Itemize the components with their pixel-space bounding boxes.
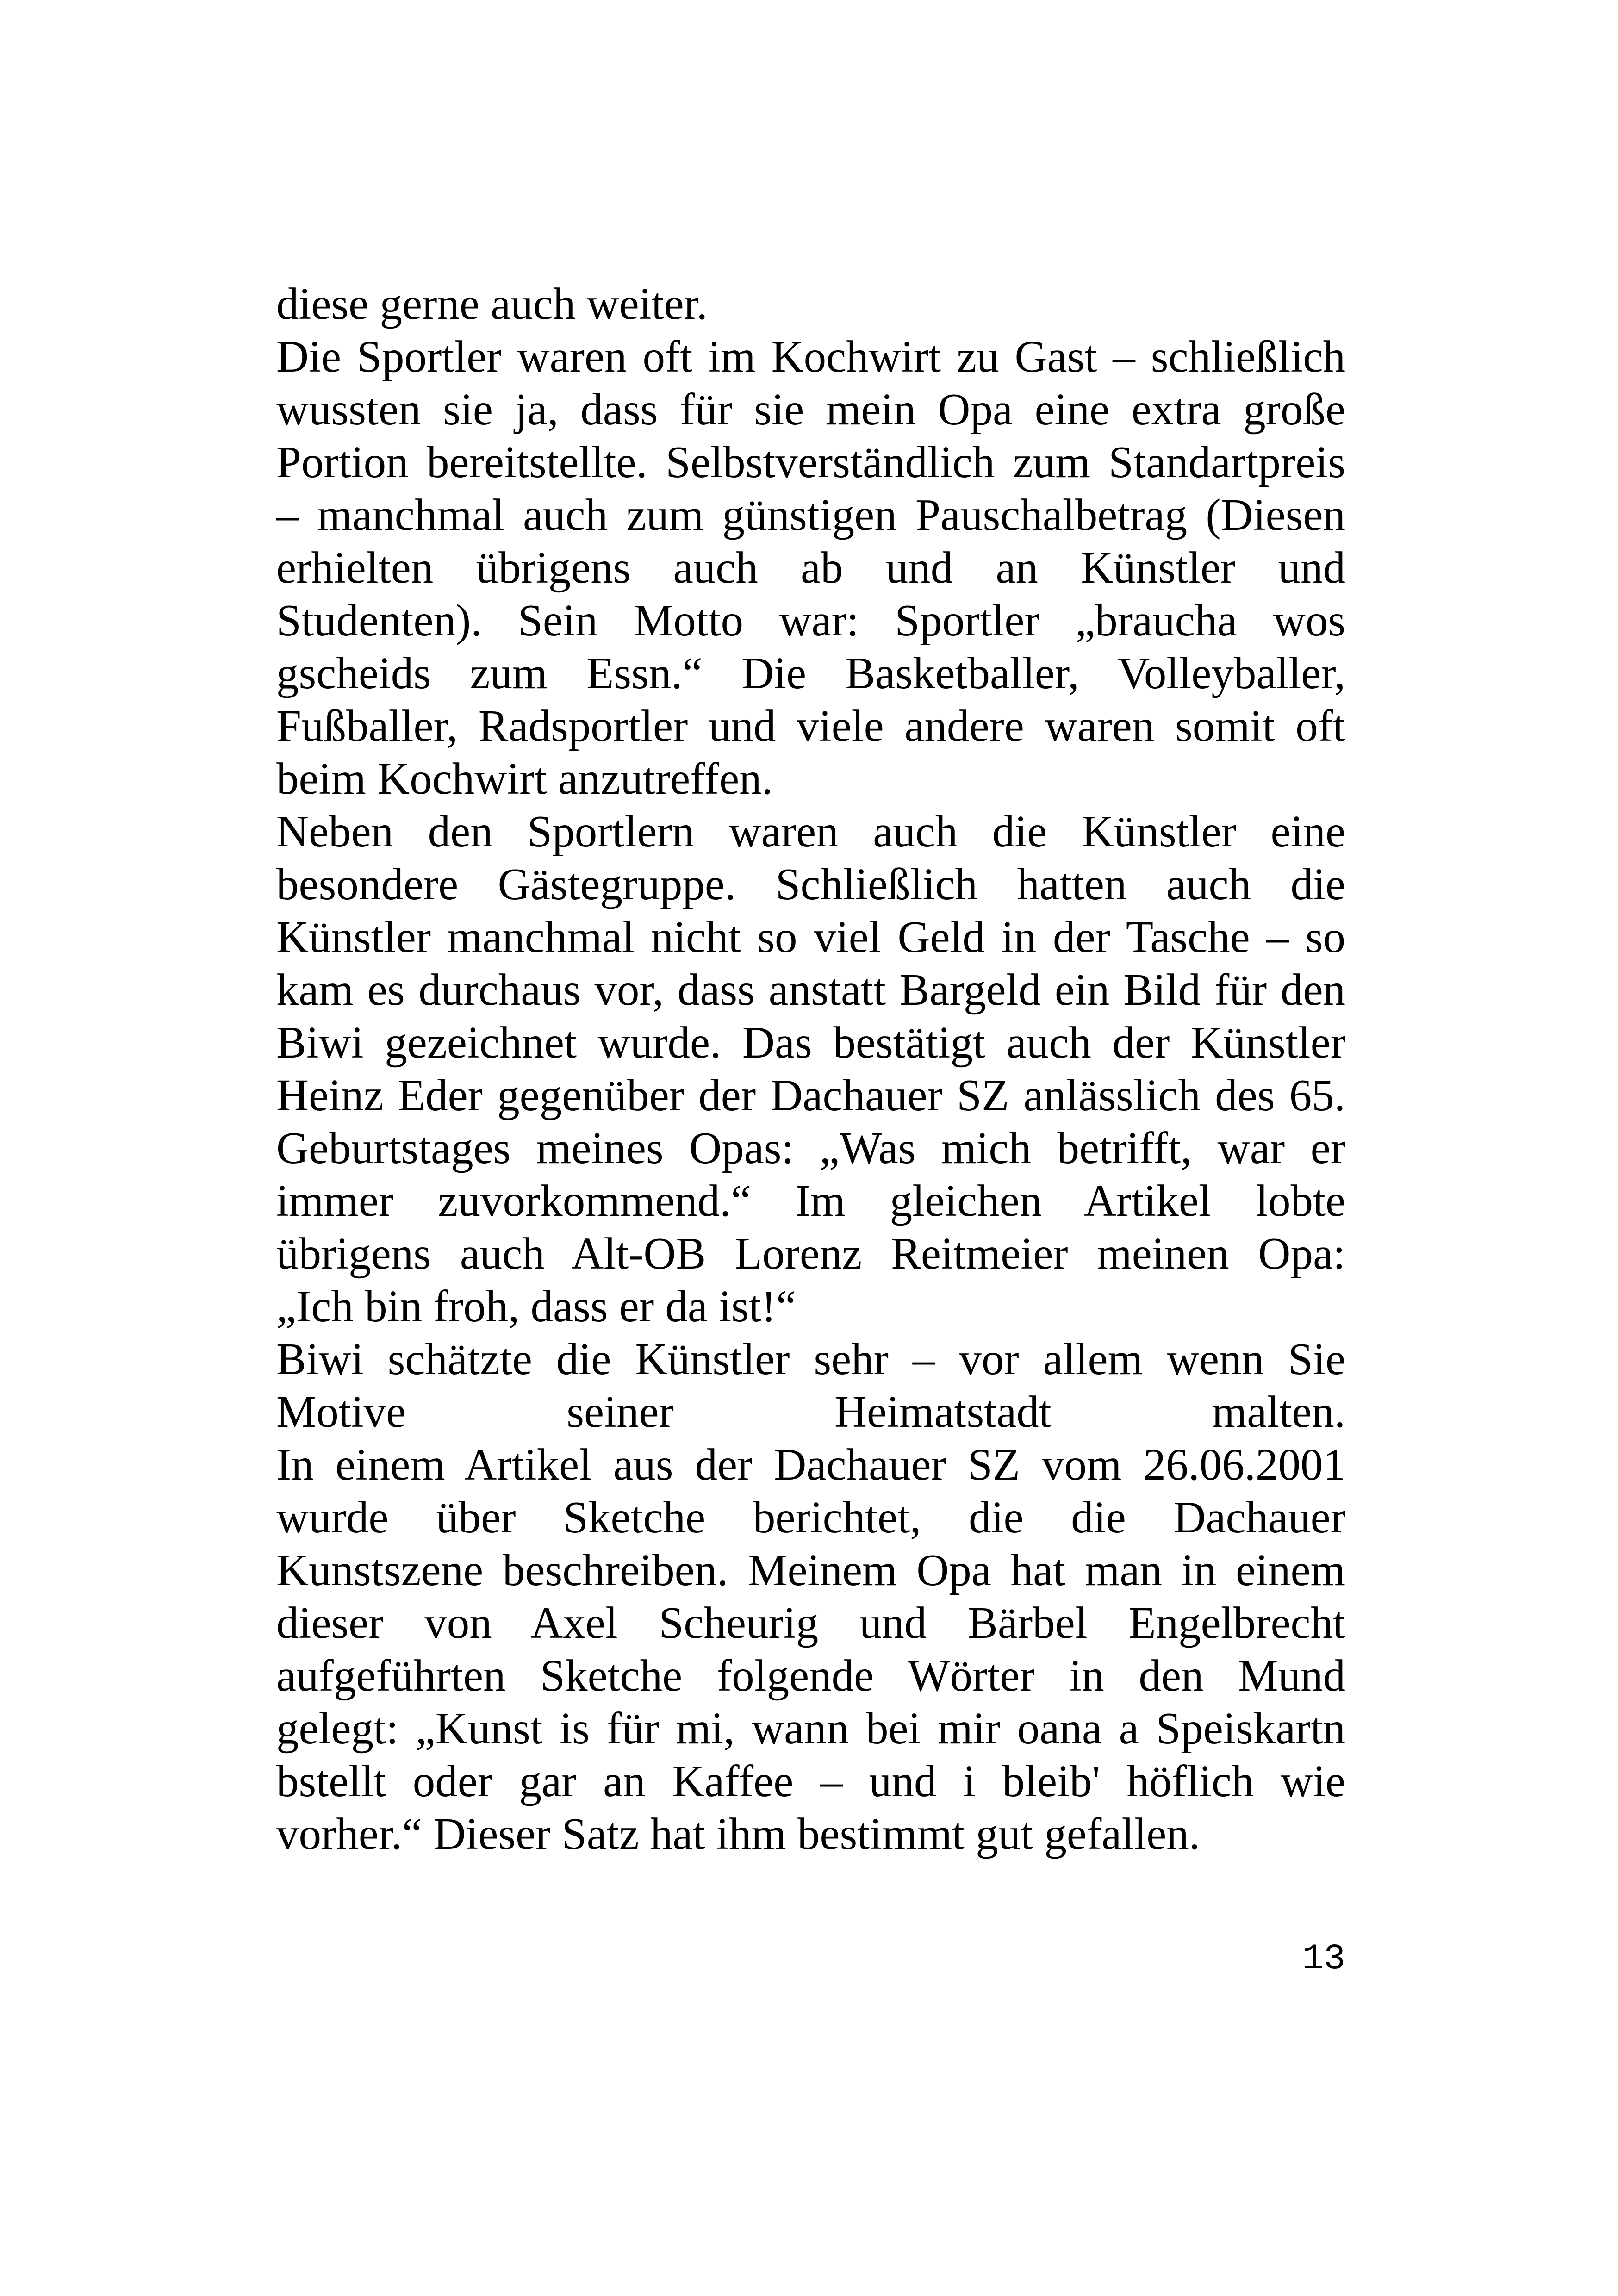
text-line: Neben den Sportlern waren auch die Künstler eine: [276, 807, 1345, 856]
body-text: [276, 278, 1345, 1860]
text-line: Biwi gezeichnet wurde. Das bestätigt auch der Künstler: [276, 1018, 1345, 1067]
text-line: Portion bereitstellte. Selbstverständlich zum Standartpreis: [276, 437, 1345, 487]
text-line: dieser von Axel Scheurig und Bärbel Engelbrecht: [276, 1598, 1345, 1648]
text-line: diese gerne auch weiter.: [276, 279, 708, 329]
text-line: Künstler manchmal nicht so viel Geld in der Tasche – so: [276, 912, 1345, 962]
text-line: wurde über Sketche berichtet, die die Dachauer: [276, 1493, 1345, 1542]
text-line: In einem Artikel aus der Dachauer SZ vom 26.06.2001: [276, 1440, 1345, 1489]
text-line: vorher.“ Dieser Satz hat ihm bestimmt gut gefallen.: [276, 1809, 1201, 1859]
text-line: wussten sie ja, dass für sie mein Opa eine extra große: [276, 385, 1345, 434]
text-line: Motive seiner Heimatstadt malten.: [276, 1387, 1345, 1437]
text-line: Studenten). Sein Motto war: Sportler „braucha wos: [276, 596, 1345, 645]
text-line: immer zuvorkommend.“ Im gleichen Artikel lobte: [276, 1176, 1345, 1226]
text-line: übrigens auch Alt-OB Lorenz Reitmeier meinen Opa:: [276, 1229, 1345, 1278]
text-line: Geburtstages meines Opas: „Was mich betrifft, war er: [276, 1123, 1345, 1173]
text-line: gscheids zum Essn.“ Die Basketballer, Volleyballer,: [276, 648, 1345, 698]
text-line: Biwi schätzte die Künstler sehr – vor allem wenn Sie: [276, 1334, 1345, 1384]
text-line: aufgeführten Sketche folgende Wörter in den Mund: [276, 1651, 1345, 1700]
text-line: Heinz Eder gegenüber der Dachauer SZ anlässlich des 65.: [276, 1070, 1345, 1120]
text-line: besondere Gästegruppe. Schließlich hatten auch die: [276, 859, 1345, 909]
text-line: Fußballer, Radsportler und viele andere waren somit oft: [276, 701, 1345, 751]
text-line: – manchmal auch zum günstigen Pauschalbetrag (Diesen: [276, 490, 1345, 540]
text-line: erhielten übrigens auch ab und an Künstler und: [276, 543, 1345, 592]
page-number: 13: [1302, 1939, 1345, 1979]
text-line: gelegt: „Kunst is für mi, wann bei mir oana a Speiskartn: [276, 1704, 1345, 1753]
text-line: Kunstszene beschreiben. Meinem Opa hat man in einem: [276, 1545, 1345, 1595]
text-line: „Ich bin froh, dass er da ist!“: [276, 1282, 797, 1331]
text-line: Die Sportler waren oft im Kochwirt zu Gast – schließlich: [276, 332, 1345, 381]
text-line: beim Kochwirt anzutreffen.: [276, 754, 773, 803]
text-line: kam es durchaus vor, dass anstatt Bargeld ein Bild für den: [276, 965, 1345, 1014]
text-line: bstellt oder gar an Kaffee – und i bleib' höflich wie: [276, 1756, 1345, 1806]
